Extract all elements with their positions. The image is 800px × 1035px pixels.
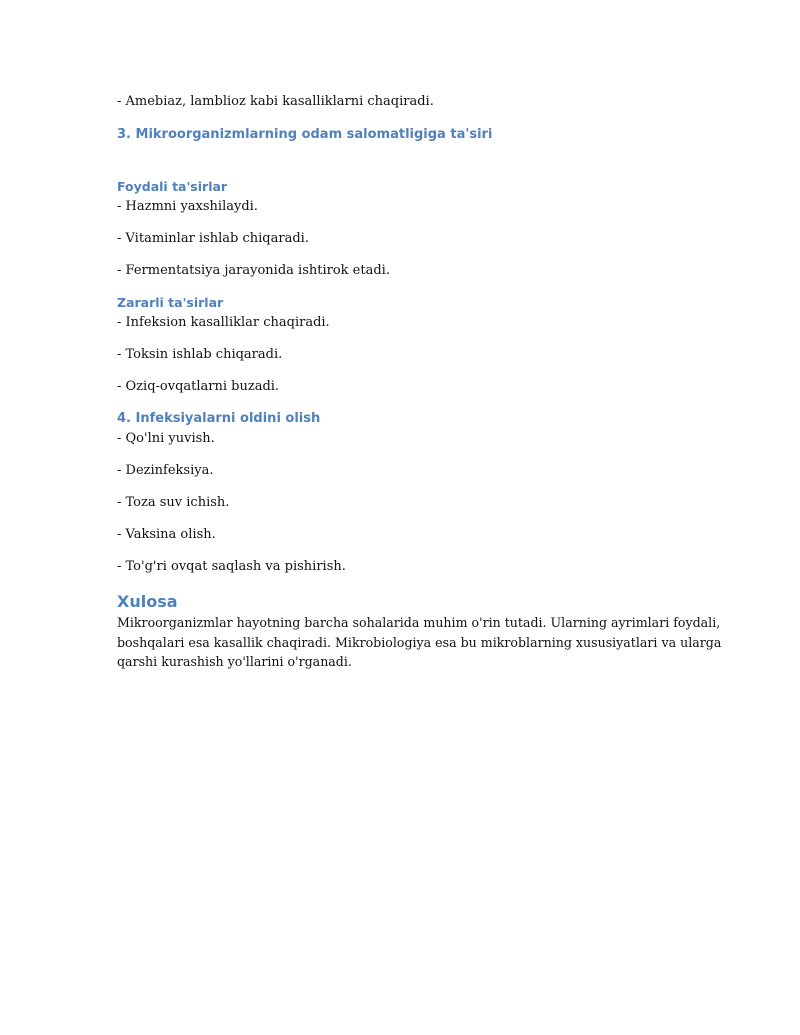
conclusion-line: boshqalari esa kasallik chaqiradi. Mikrobiologiya esa bu mikroblarning xususiyatlari va ularga (117, 634, 722, 650)
intro-line: - Amebiaz, lamblioz kabi kasalliklarni chaqiradi. (117, 94, 434, 109)
conclusion-heading: Xulosa (117, 592, 178, 611)
list-item: - To'g'ri ovqat saqlash va pishirish. (117, 559, 346, 574)
conclusion-paragraph (117, 613, 722, 672)
list-item: - Hazmni yaxshilaydi. (117, 199, 258, 214)
conclusion-line: qarshi kurashish yo'llarini o'rganadi. (117, 654, 352, 669)
useful-effects-heading: Foydali ta'sirlar (117, 179, 228, 194)
harmful-effects-heading: Zararli ta'sirlar (117, 295, 224, 310)
list-item: - Fermentatsiya jarayonida ishtirok etadi. (117, 263, 390, 278)
list-item: - Toza suv ichish. (117, 495, 230, 510)
list-item: - Vaksina olish. (117, 527, 216, 542)
section3-heading: 3. Mikroorganizmlarning odam salomatligiga ta'siri (117, 127, 493, 142)
section4-heading: 4. Infeksiyalarni oldini olish (117, 411, 321, 426)
conclusion-line: Mikroorganizmlar hayotning barcha sohalarida muhim o'rin tutadi. Ularning ayrimlari foydali, (117, 615, 721, 630)
list-item: - Oziq-ovqatlarni buzadi. (117, 379, 280, 394)
list-item: - Dezinfeksiya. (117, 463, 214, 478)
list-item: - Vitaminlar ishlab chiqaradi. (117, 231, 309, 246)
list-item: - Infeksion kasalliklar chaqiradi. (117, 315, 330, 330)
list-item: - Toksin ishlab chiqaradi. (117, 347, 283, 362)
list-item: - Qo'lni yuvish. (117, 431, 215, 446)
